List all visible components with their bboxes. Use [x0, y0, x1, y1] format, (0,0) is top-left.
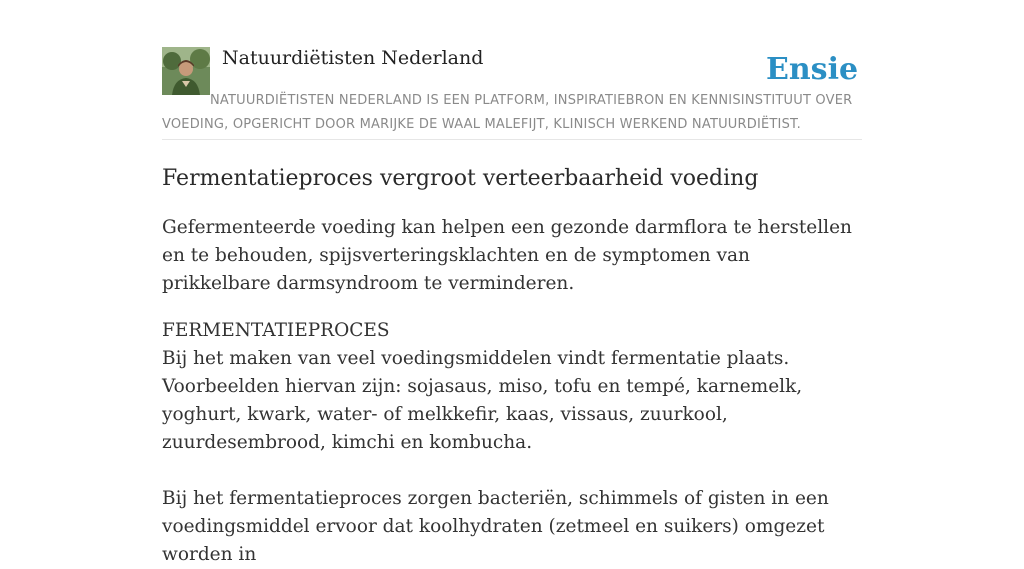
section-paragraph-1: Bij het maken van veel voedingsmiddelen vindt fermentatie plaats. Voorbeelden hiervan zijn: sojasaus, miso, tofu en tempé, karnemelk, yoghurt, kwark, water- of melkkefir, kaas, vissaus, zuurkool, zuurdesembrood, kimchi en kombucha.: [162, 348, 803, 453]
paragraph-gap: [162, 457, 864, 485]
article-body: [162, 162, 864, 569]
article-intro: Gefermenteerde voeding kan helpen een gezonde darmflora te herstellen en te behouden, spijsverteringsklachten en de symptomen van prikkelbare darmsyndroom te verminderen.: [162, 217, 852, 294]
author-avatar[interactable]: [162, 47, 210, 95]
article-title: Fermentatieproces vergroot verteerbaarheid voeding: [162, 166, 759, 191]
author-photo: [162, 47, 210, 95]
section-paragraph-2: Bij het fermentatieproces zorgen bacteriën, schimmels of gisten in een voedingsmiddel ervoor dat koolhydraten (zetmeel en suikers) omgezet worden in: [162, 488, 829, 565]
section-heading: FERMENTATIEPROCES: [162, 320, 390, 341]
header-divider: [162, 139, 862, 140]
ensie-logo[interactable]: Ensie: [766, 52, 859, 87]
author-name[interactable]: Natuurdiëtisten Nederland: [222, 47, 484, 69]
author-bio: NATUURDIËTISTEN NEDERLAND IS EEN PLATFORM, INSPIRATIEBRON EN KENNISINSTITUUT OVER VOEDING, OPGERICHT DOOR MARIJKE DE WAAL MALEFIJT, KLINISCH WERKEND NATUURDIËTIST.: [162, 93, 853, 132]
